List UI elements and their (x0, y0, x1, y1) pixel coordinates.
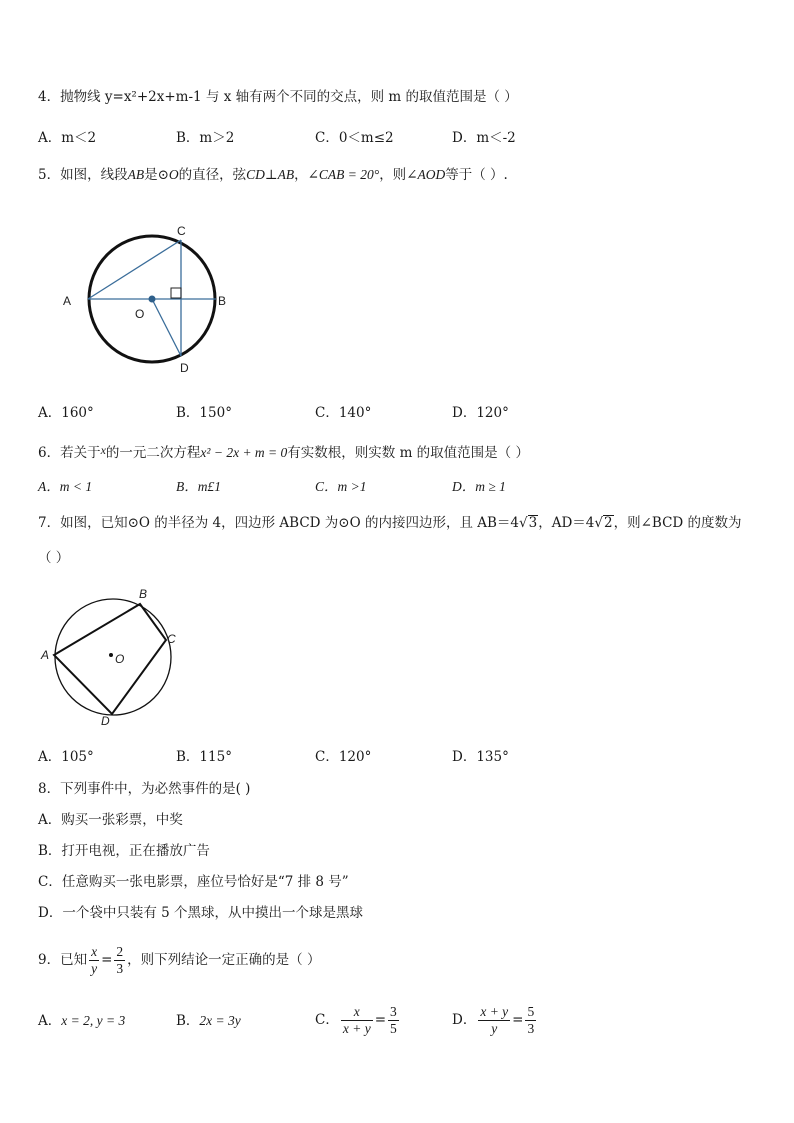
q9-stem: 9．已知 $\frac{x}{y}$ = $\frac{2}{3}$ ，则下列结论一定正确的是（ ） (38, 944, 321, 976)
q9-option-b: B．2x = 3y (176, 1013, 241, 1029)
q7-option-c: C．120° (315, 749, 372, 765)
q5-label-o: O (135, 307, 145, 321)
q5-label-a: A (63, 294, 72, 308)
q7-stem: 7．如图，已知⊙O 的半径为 4，四边形 ABCD 为⊙O 的内接四边形，且 AB＝4√3，AD＝4√2，则∠BCD 的度数为 (38, 515, 742, 531)
q5-center-point (149, 296, 156, 303)
equals-sign: = (374, 1012, 386, 1028)
sqrt-symbol: √ (594, 515, 604, 531)
q9-option-d: D． $\frac{x + y}{y}$ = $\frac{5}{3}$ (452, 1004, 535, 1036)
q4-option-c: C．0＜m≤2 (315, 130, 394, 146)
q9-fraction-two-thirds: $\frac{2}{3}$ (116, 944, 124, 976)
q9-option-a: A．x = 2, y = 3 (38, 1013, 126, 1029)
q7-stem-line2: （ ） (38, 550, 70, 566)
q7-center-point (109, 653, 113, 657)
q8-option-d: D．一个袋中只装有 5 个黑球，从中摸出一个球是黑球 (38, 905, 363, 921)
q5-label-c: C (177, 224, 186, 238)
q5-segment-ac (88, 240, 181, 299)
q6-stem: 6．若关于x的一元二次方程x² − 2x + m = 0有实数根，则实数 m 的取值范围是（ ） (38, 443, 529, 461)
sqrt-symbol: √ (519, 515, 528, 531)
q8-stem: 8．下列事件中，为必然事件的是( ) (38, 781, 251, 797)
q5-segment-od (152, 299, 181, 356)
q6-option-d: D．m ≥ 1 (452, 479, 506, 494)
q4-option-d: D．m＜-2 (452, 130, 516, 146)
q6-option-a: A．m < 1 (38, 479, 93, 494)
q4-option-a: A．m＜2 (38, 130, 97, 146)
q6-option-b: B．m£1 (176, 479, 221, 494)
q7-label-o: O (115, 652, 125, 666)
q8-option-a: A．购买一张彩票，中奖 (38, 812, 183, 828)
q8-option-b: B．打开电视，正在播放广告 (38, 843, 210, 859)
q9-option-c: C． $\frac{x}{x + y}$ = $\frac{3}{5}$ (315, 1004, 397, 1036)
q5-label-b: B (218, 294, 227, 308)
q5-right-angle-mark (171, 288, 181, 298)
q4-option-b: B．m＞2 (176, 130, 235, 146)
q7-label-b: B (139, 587, 148, 601)
q5-option-a: A．160° (38, 405, 94, 421)
q7-circle-figure (36, 583, 196, 728)
q4-stem: 4．抛物线 y=x²+2x+m-1 与 x 轴有两个不同的交点，则 m 的取值范围是（ ） (38, 89, 518, 105)
equals-sign: = (512, 1012, 524, 1028)
q9-fraction-x-over-y: $\frac{x}{y}$ (91, 944, 98, 976)
q5-option-b: B．150° (176, 405, 232, 421)
q6-option-c: C．m >1 (315, 479, 367, 494)
q7-label-c: C (167, 632, 176, 646)
q5-option-c: C．140° (315, 405, 372, 421)
q7-option-d: D．135° (452, 749, 509, 765)
q5-label-d: D (180, 361, 189, 375)
q7-option-b: B．115° (176, 749, 232, 765)
q7-label-a: A (41, 648, 50, 662)
q7-label-d: D (101, 714, 110, 728)
q5-stem: 5．如图，线段AB是⊙O的直径，弦CD⊥AB，∠CAB = 20°，则∠AOD等于（ ）. (38, 167, 508, 183)
q8-option-c: C．任意购买一张电影票，座位号恰好是“7 排 8 号” (38, 874, 349, 890)
q7-option-a: A．105° (38, 749, 94, 765)
q5-option-d: D．120° (452, 405, 509, 421)
q5-circle-figure (55, 220, 255, 380)
